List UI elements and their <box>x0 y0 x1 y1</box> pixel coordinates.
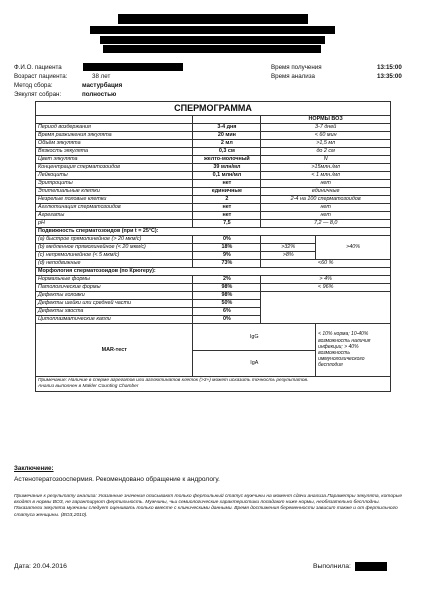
time-obtained-label: Время получения <box>271 64 322 71</box>
table-row: Незрелые половые клетки 2 2-4 на 100 сперматозоидов <box>36 196 391 204</box>
redacted-header-line-4 <box>103 45 321 53</box>
motility-norm-abc: >40% <box>316 236 391 260</box>
redacted-header-line-1 <box>118 14 308 24</box>
table-row: Эпителиальные клетки единичные единичные <box>36 188 391 196</box>
motility-norm-d: <60 % <box>261 260 391 268</box>
table-row: Агглютинация сперматозоидов нет нет <box>36 204 391 212</box>
norms-header: НОРМЫ ВОЗ <box>261 116 391 124</box>
redacted-patient-name <box>83 63 183 71</box>
age-label: Возраст пациента: <box>14 73 68 80</box>
table-row: Патологические формы 98% < 96% <box>36 284 391 292</box>
performed-label: Выполнила: <box>313 563 351 570</box>
redacted-header-line-3 <box>100 36 325 44</box>
morphology-header: Морфология сперматозоидов (по Крюгеру): <box>36 268 391 276</box>
age-value: 38 лет <box>92 73 111 80</box>
table-row: (d) неподвижные 73% <60 % <box>36 260 391 268</box>
ejaculate-value: полностью <box>82 91 117 98</box>
ejaculate-label: Эякулят собран: <box>14 91 62 98</box>
patient-name-label: Ф.И.О. пациента <box>14 64 62 71</box>
conclusion-text: Астенотератозооспермия. Рекомендовано обращение к андрологу. <box>14 476 220 483</box>
mar-igg: IgG <box>193 324 316 351</box>
mar-iga: IgA <box>193 350 316 377</box>
date-label: Дата: 20.04.2016 <box>14 563 67 570</box>
table-row: Дефекты шейки или средней части 50% <box>36 300 391 308</box>
table-row: (а) быстрое прямолинейное (> 20 мкм/с) 0% >40% <box>36 236 391 244</box>
table-row: Агрегаты нет нет <box>36 212 391 220</box>
motility-header: Подвижность сперматозоидов (при t = 25°C): <box>36 228 391 236</box>
mar-norm: < 10% норма; 10-40% возможность наличия инфекции; > 40% возможность иммунологического бесплодия <box>316 324 391 377</box>
table-row: Объём эякулята 2 мл >1,5 мл <box>36 140 391 148</box>
remark-paragraph: Примечание к результату анализа: Указанные значения описывают только фертильный статус мужчины на момент сдачи анализа.Параметры эякулята, которые входят в нормы ВОЗ, не гарантируют фертильность. Мужчины, чьи семиологические характеристики попадают ниже нормы, необязательно бесплодны. Показатели эякулята мужчины следует оценивать только вместе с клиническими данными. Время достижения беременности зависит также и от фертильного статуса женщины. (ВОЗ,2010). <box>14 494 403 518</box>
table-footnote-2: Анализ выполнен в Makler Counting Chamber <box>38 384 139 389</box>
table-row: (c) непрямолинейное (< 5 мкм/с) 9% >8% <box>36 252 391 260</box>
table-row <box>36 324 391 351</box>
table-footnote: Примечание: Наличие в сперме агрегатов или агглютинатов клеток (>3+) может исказить точность результатов. <box>38 378 309 383</box>
table-row: Вязкость эякулята 0,3 см до 2 см <box>36 148 391 156</box>
conclusion-label: Заключение: <box>14 465 54 472</box>
spermogram-table <box>35 101 391 392</box>
table-row: Концентрация сперматозоидов 39 млн/мл >15млн./мл <box>36 164 391 172</box>
table-row: pH 7,5 7,2 — 8,0 <box>36 220 391 228</box>
time-obtained-value: 13:15:00 <box>377 64 402 71</box>
table-row: Эритроциты нет нет <box>36 180 391 188</box>
table-row: (b) медленное прямолинейное (< 20 мкм/с) 18% >32% <box>36 244 391 252</box>
table-row: Нормальные формы 2% > 4% <box>36 276 391 284</box>
table-row: Цвет эякулята желто-молочный N <box>36 156 391 164</box>
table-title: СПЕРМОГРАММА <box>36 102 391 116</box>
table-row: Период воздержания 3-4 дня 3-7 дней <box>36 124 391 132</box>
table-row: Лейкоциты 0,1 млн/мл < 1 млн./мл <box>36 172 391 180</box>
redacted-signature <box>355 562 387 571</box>
table-row: Дефекты головки 98% <box>36 292 391 300</box>
mar-test-label: MAR-тест <box>36 324 193 377</box>
table-row: Время разжижения эякулята 20 мин < 60 мин <box>36 132 391 140</box>
redacted-header-line-2 <box>90 26 335 34</box>
motility-norm-c: >8% <box>261 252 316 260</box>
time-analysis-label: Время анализа <box>271 73 315 80</box>
time-analysis-value: 13:35:00 <box>377 73 402 80</box>
method-value: мастурбация <box>82 82 123 89</box>
table-row: Дефекты хвоста 6% <box>36 308 391 316</box>
motility-norm-ab: >32% <box>261 244 316 252</box>
method-label: Метод сбора: <box>14 82 53 89</box>
table-row: Цитоплазматические капли 0% <box>36 316 391 324</box>
